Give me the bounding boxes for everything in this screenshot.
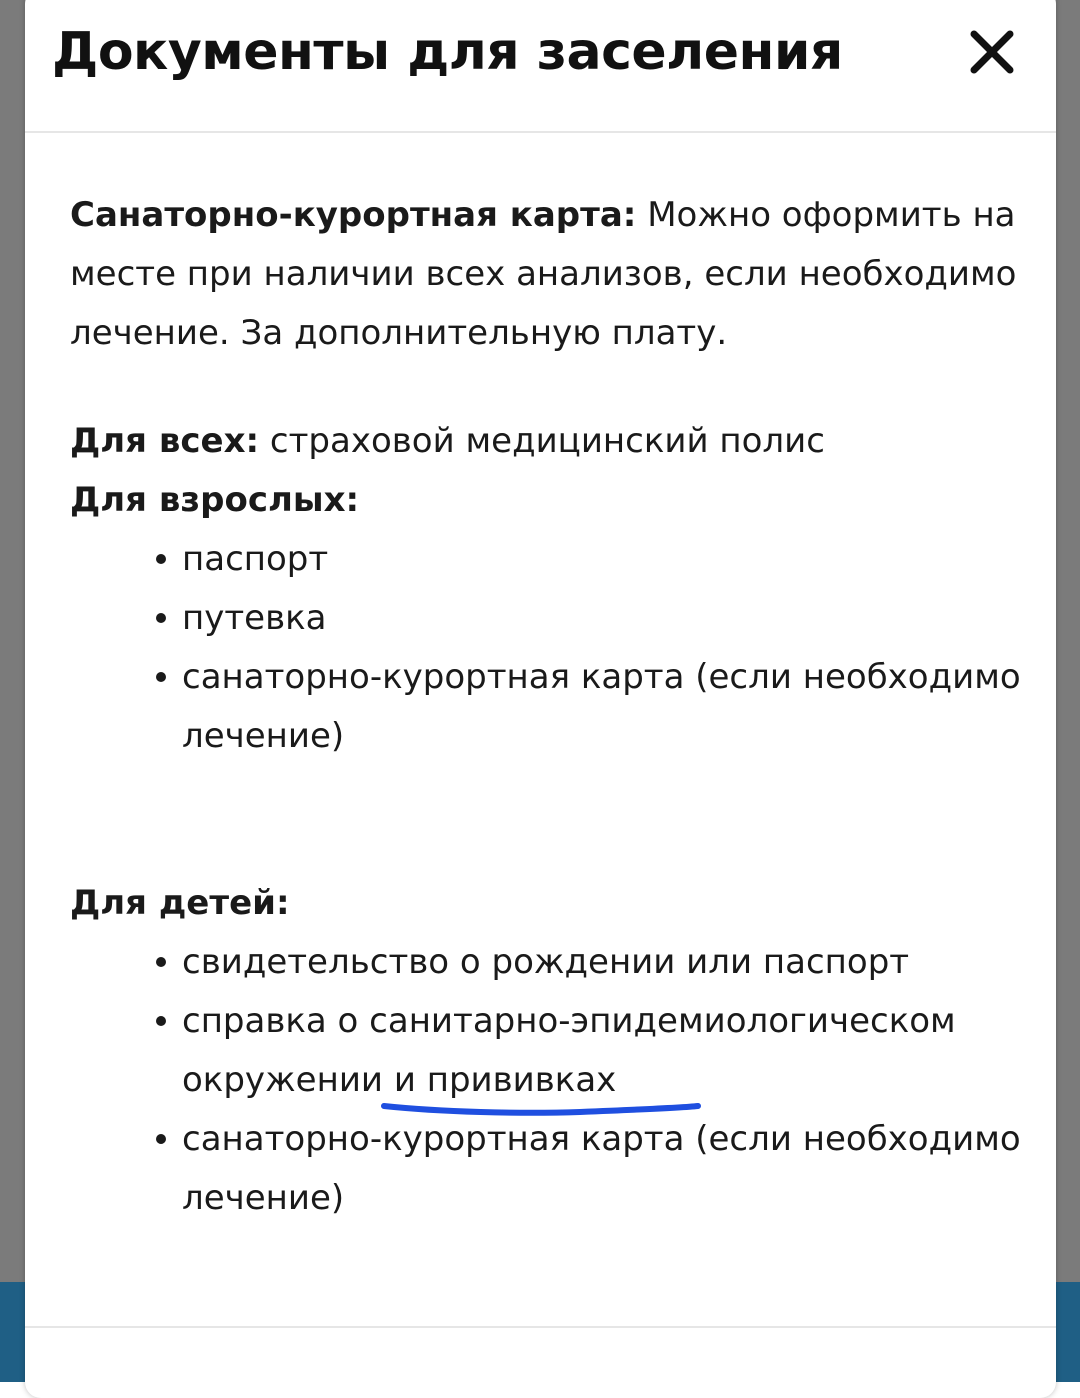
adults-heading: Для взрослых: bbox=[70, 480, 360, 520]
list-item: санаторно-курортная карта (если необходимо лечение) bbox=[182, 1110, 1030, 1228]
documents-modal bbox=[25, 0, 1056, 1398]
for-all-paragraph bbox=[70, 412, 1030, 471]
sanatorium-card-text: Можно оформить на месте при наличии всех анализов, если необходимо лечение. За дополнительную плату. bbox=[70, 195, 1017, 353]
bullet-icon bbox=[156, 554, 166, 564]
list-item: свидетельство о рождении или паспорт bbox=[182, 933, 1030, 992]
bullet-icon bbox=[156, 1016, 166, 1026]
bullet-icon bbox=[156, 957, 166, 967]
list-item: паспорт bbox=[182, 530, 1030, 589]
bullet-icon bbox=[156, 1134, 166, 1144]
close-button[interactable] bbox=[960, 20, 1024, 84]
bullet-icon bbox=[156, 672, 166, 682]
for-all-text: страховой медицинский полис bbox=[259, 421, 825, 461]
modal-header bbox=[25, 0, 1056, 133]
modal-body bbox=[70, 186, 1030, 1228]
for-all-label: Для всех: bbox=[70, 421, 260, 461]
bullet-icon bbox=[156, 613, 166, 623]
list-item: путевка bbox=[182, 589, 1030, 648]
adults-list bbox=[70, 530, 1030, 766]
list-item: санаторно-курортная карта (если необходимо лечение) bbox=[182, 648, 1030, 766]
list-item: справка о санитарно-эпидемиологическом окружении и прививках bbox=[182, 992, 1030, 1110]
footer-divider bbox=[25, 1326, 1056, 1328]
children-list bbox=[70, 933, 1030, 1228]
sanatorium-card-paragraph bbox=[70, 186, 1030, 363]
close-icon bbox=[960, 20, 1024, 84]
modal-title: Документы для заселения bbox=[52, 22, 843, 82]
children-heading: Для детей: bbox=[70, 883, 290, 923]
sanatorium-card-label: Санаторно-курортная карта: bbox=[70, 195, 637, 235]
